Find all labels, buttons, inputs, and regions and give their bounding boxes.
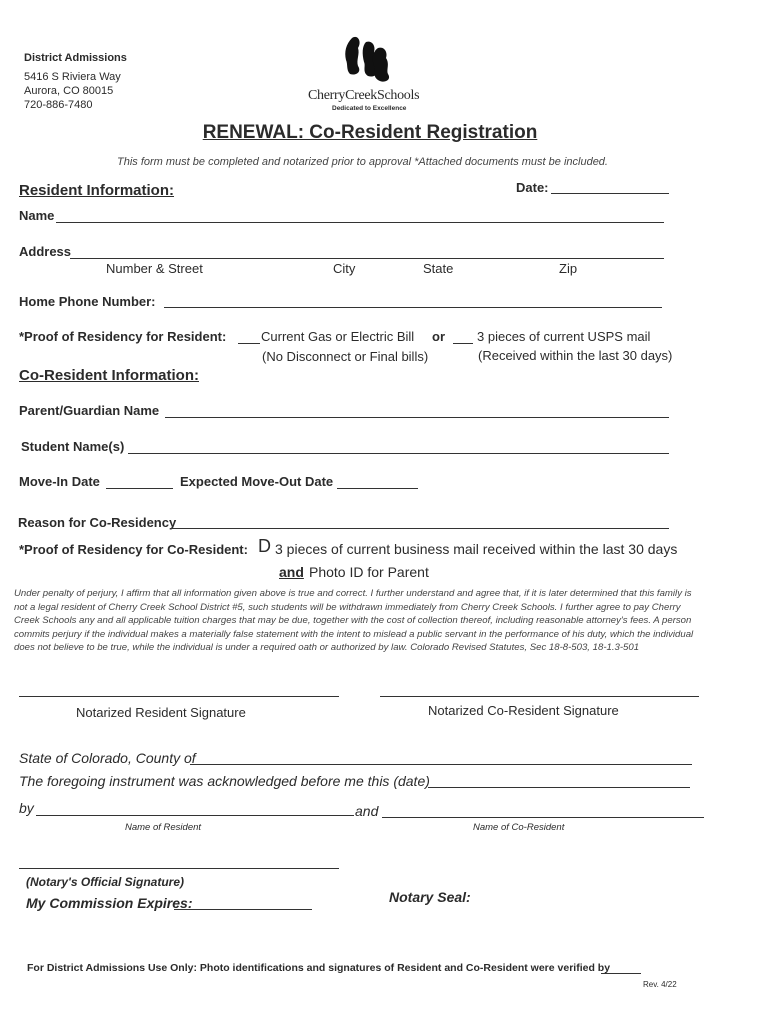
address-line2: Aurora, CO 80015 bbox=[24, 85, 114, 97]
resident-address-field[interactable] bbox=[70, 258, 664, 259]
revision-label: Rev. 4/22 bbox=[643, 980, 677, 989]
form-title: RENEWAL: Co-Resident Registration bbox=[202, 122, 538, 143]
county-field[interactable] bbox=[190, 764, 692, 765]
gas-electric-checkbox[interactable] bbox=[238, 343, 260, 344]
date-field[interactable] bbox=[551, 193, 669, 194]
home-phone-label: Home Phone Number: bbox=[19, 294, 156, 309]
student-names-label: Student Name(s) bbox=[21, 439, 125, 454]
perjury-statement: Under penalty of perjury, I affirm that all information given above is true and correct. I further understand and agree that, if it is later determined that this family is not a legal resident of Cherry Creek School District #5, such students will be withdrawn immediately from Cherry Creek Schools. I further agree to pay Cherry Creek Schools any and all applicable tuition charges that may be due, together with the cost of collection thereof, including reasonable attorney's fees. A person commits perjury if the individual makes a materially false statement with the intent to mislead a public servant in the performance of his duty, which the individual does not believe to be true, while the individual is under a required oath or authorized by law. Colorado Revised Statutes, Sec 18-8-503, 18-1.3-501 bbox=[14, 588, 694, 654]
date-label: Date: bbox=[516, 180, 549, 195]
state-county-label: State of Colorado, County of bbox=[19, 750, 196, 766]
street-caption: Number & Street bbox=[106, 261, 203, 276]
no-disconnect-note: (No Disconnect or Final bills) bbox=[262, 349, 429, 364]
acknowledged-label: The foregoing instrument was acknowledged before me this (date) bbox=[19, 773, 430, 789]
photo-id-option: Photo ID for Parent bbox=[309, 564, 429, 580]
commission-expires-label: My Commission Expires: bbox=[26, 895, 193, 911]
move-in-label: Move-In Date bbox=[19, 474, 100, 489]
coresident-name-notary-field[interactable] bbox=[382, 817, 704, 818]
district-admissions-label: District Admissions bbox=[24, 52, 127, 64]
name-of-resident-caption: Name of Resident bbox=[125, 822, 202, 833]
parent-guardian-field[interactable] bbox=[165, 417, 669, 418]
reason-field[interactable] bbox=[170, 528, 669, 529]
name-label: Name bbox=[19, 208, 55, 223]
coresident-signature-field[interactable] bbox=[380, 696, 699, 697]
notary-official-signature-label: (Notary's Official Signature) bbox=[26, 875, 184, 889]
form-subtitle: This form must be completed and notarized prior to approval *Attached documents must be included. bbox=[117, 156, 608, 168]
silhouette-logo-icon bbox=[300, 32, 440, 92]
acknowledged-date-field[interactable] bbox=[428, 787, 690, 788]
resident-name-notary-field[interactable] bbox=[36, 815, 354, 816]
notary-seal-label: Notary Seal: bbox=[389, 889, 471, 905]
move-out-label: Expected Move-Out Date bbox=[180, 474, 334, 489]
coresident-signature-label: Notarized Co-Resident Signature bbox=[428, 703, 619, 718]
move-out-field[interactable] bbox=[337, 488, 418, 489]
commission-expires-field[interactable] bbox=[174, 909, 312, 910]
business-mail-checkbox[interactable]: D bbox=[258, 536, 271, 556]
verified-by-field[interactable] bbox=[601, 973, 641, 974]
state-caption: State bbox=[423, 261, 454, 276]
home-phone-field[interactable] bbox=[164, 307, 662, 308]
resident-info-heading: Resident Information: bbox=[19, 182, 175, 199]
received-note: (Received within the last 30 days) bbox=[478, 348, 673, 363]
and-notary-label: and bbox=[355, 803, 379, 819]
or-label: or bbox=[432, 329, 445, 344]
coresident-proof-label: *Proof of Residency for Co-Resident: bbox=[19, 542, 248, 557]
address-line1: 5416 S Riviera Way bbox=[24, 71, 121, 83]
and-label: and bbox=[279, 564, 304, 580]
resident-proof-label: *Proof of Residency for Resident: bbox=[19, 329, 227, 344]
cherry-creek-logo bbox=[300, 32, 440, 116]
resident-name-field[interactable] bbox=[56, 222, 664, 223]
reason-label: Reason for Co-Residency bbox=[18, 515, 177, 530]
city-caption: City bbox=[333, 261, 356, 276]
logo-text: CherryCreekSchools bbox=[308, 88, 420, 103]
phone-number: 720-886-7480 bbox=[24, 99, 93, 111]
move-in-field[interactable] bbox=[106, 488, 173, 489]
parent-guardian-label: Parent/Guardian Name bbox=[19, 403, 160, 418]
business-mail-option: 3 pieces of current business mail received within the last 30 days bbox=[275, 541, 678, 557]
zip-caption: Zip bbox=[559, 261, 578, 276]
notary-signature-field[interactable] bbox=[19, 868, 339, 869]
logo-tagline: Dedicated to Excellence bbox=[332, 105, 407, 112]
by-label: by bbox=[19, 800, 34, 816]
gas-electric-option: Current Gas or Electric Bill bbox=[261, 329, 415, 344]
coresident-info-heading: Co-Resident Information: bbox=[19, 367, 199, 384]
resident-signature-label: Notarized Resident Signature bbox=[76, 705, 246, 720]
district-use-note: For District Admissions Use Only: Photo identifications and signatures of Resident and Co-Resident were verified by bbox=[27, 962, 611, 974]
address-label: Address bbox=[19, 244, 72, 259]
student-names-field[interactable] bbox=[128, 453, 669, 454]
name-of-coresident-caption: Name of Co-Resident bbox=[473, 822, 565, 833]
resident-signature-field[interactable] bbox=[19, 696, 339, 697]
usps-mail-option: 3 pieces of current USPS mail bbox=[477, 329, 651, 344]
usps-mail-checkbox[interactable] bbox=[453, 343, 473, 344]
